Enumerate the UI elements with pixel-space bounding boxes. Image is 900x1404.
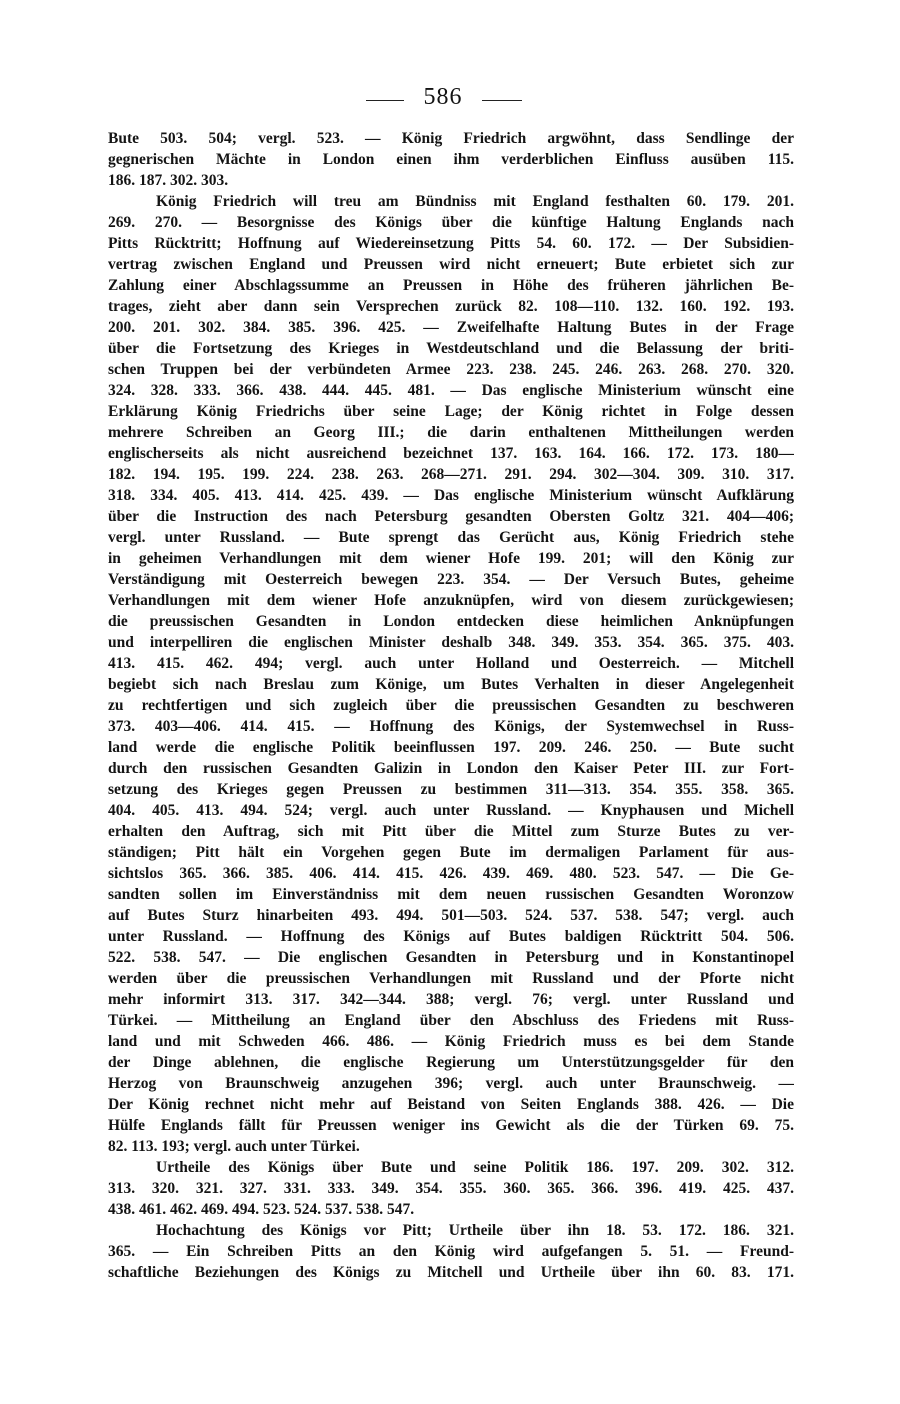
text-line: 186. 187. 302. 303. xyxy=(108,172,229,189)
text-line: Bute 503. 504; vergl. 523. — König Friedrich argwöhnt, dass Sendlinge der xyxy=(108,130,794,147)
text-line: Herzog von Braunschweig anzugehen 396; vergl. auch unter Braunschweig. — xyxy=(108,1075,794,1092)
header-rule-left xyxy=(366,100,404,101)
text-line: Pitts Rücktritt; Hoffnung auf Wiedereinsetzung Pitts 54. 60. 172. — Der Subsidien- xyxy=(108,235,794,252)
text-line: 373. 403—406. 414. 415. — Hoffnung des Königs, der Systemwechsel in Russ- xyxy=(108,718,794,735)
text-line: Verhandlungen mit dem wiener Hofe anzuknüpfen, wird von diesem zurückgewiesen; xyxy=(108,592,794,609)
text-line: mehrere Schreiben an Georg III.; die darin enthaltenen Mittheilungen werden xyxy=(108,424,794,441)
text-line: werden über die preussischen Verhandlungen mit Russland und der Pforte nicht xyxy=(108,970,794,987)
header-rule-right xyxy=(482,100,522,101)
index-text-block xyxy=(108,128,794,1283)
text-line: der Dinge ablehnen, die englische Regierung um Unterstützungsgelder für den xyxy=(108,1054,794,1071)
text-line: über die Instruction des nach Petersburg gesandten Obersten Goltz 321. 404—406; xyxy=(108,508,794,525)
text-line: 438. 461. 462. 469. 494. 523. 524. 537. 538. 547. xyxy=(108,1201,415,1218)
text-line: vertrag zwischen England und Preussen wird nicht erneuert; Bute erbietet sich zur xyxy=(108,256,794,273)
text-line: Türkei. — Mittheilung an England über den Abschluss des Friedens mit Russ- xyxy=(108,1012,794,1029)
text-line: und interpelliren die englischen Minister deshalb 348. 349. 353. 354. 365. 375. 403. xyxy=(108,634,794,651)
text-line: setzung des Krieges gegen Preussen zu bestimmen 311—313. 354. 355. 358. 365. xyxy=(108,781,794,798)
text-line: 269. 270. — Besorgnisse des Königs über die künftige Haltung Englands nach xyxy=(108,214,794,231)
text-line: 182. 194. 195. 199. 224. 238. 263. 268—271. 291. 294. 302—304. 309. 310. 317. xyxy=(108,466,794,483)
text-line: Urtheile des Königs über Bute und seine Politik 186. 197. 209. 302. 312. xyxy=(156,1159,794,1176)
text-line: auf Butes Sturz hinarbeiten 493. 494. 501—503. 524. 537. 538. 547; vergl. auch xyxy=(108,907,794,924)
text-line: 413. 415. 462. 494; vergl. auch unter Holland und Oesterreich. — Mitchell xyxy=(108,655,794,672)
text-line: 522. 538. 547. — Die englischen Gesandten in Petersburg und in Konstantinopel xyxy=(108,949,794,966)
text-line: ständigen; Pitt hält ein Vorgehen gegen Bute im dermaligen Parlament für aus- xyxy=(108,844,794,861)
text-line: 82. 113. 193; vergl. auch unter Türkei. xyxy=(108,1138,360,1155)
text-line: gegnerischen Mächte in London einen ihm verderblichen Einfluss ausüben 115. xyxy=(108,151,794,168)
text-line: Erklärung König Friedrichs über seine Lage; der König richtet in Folge dessen xyxy=(108,403,794,420)
text-line: 200. 201. 302. 384. 385. 396. 425. — Zweifelhafte Haltung Butes in der Frage xyxy=(108,319,794,336)
text-line: sandten sollen im Einverständniss mit dem neuen russischen Gesandten Woronzow xyxy=(108,886,794,903)
text-line: Der König rechnet nicht mehr auf Beistand von Seiten Englands 388. 426. — Die xyxy=(108,1096,794,1113)
text-line: begiebt sich nach Breslau zum Könige, um Butes Verhalten in dieser Angelegenheit xyxy=(108,676,794,693)
text-line: schaftliche Beziehungen des Königs zu Mitchell und Urtheile über ihn 60. 83. 171. xyxy=(108,1264,794,1281)
text-line: 318. 334. 405. 413. 414. 425. 439. — Das englische Ministerium wünscht Aufklärung xyxy=(108,487,794,504)
text-line: 313. 320. 321. 327. 331. 333. 349. 354. 355. 360. 365. 366. 396. 419. 425. 437. xyxy=(108,1180,794,1197)
text-line: englischerseits als nicht ausreichend bezeichnet 137. 163. 164. 166. 172. 173. 180— xyxy=(108,445,794,462)
text-line: sichtslos 365. 366. 385. 406. 414. 415. 426. 439. 469. 480. 523. 547. — Die Ge- xyxy=(108,865,794,882)
text-line: zu rechtfertigen und sich zugleich über die preussischen Gesandten zu beschweren xyxy=(108,697,794,714)
page-number: 586 xyxy=(423,84,463,110)
text-line: Zahlung einer Abschlagssumme an Preussen in Höhe des früheren jährlichen Be- xyxy=(108,277,794,294)
text-line: die preussischen Gesandten in London entdecken diese heimlichen Anknüpfungen xyxy=(108,613,794,630)
text-line: land werde die englische Politik beeinflussen 197. 209. 246. 250. — Bute sucht xyxy=(108,739,794,756)
text-line: Hochachtung des Königs vor Pitt; Urtheile über ihn 18. 53. 172. 186. 321. xyxy=(156,1222,794,1239)
text-line: schen Truppen bei der verbündeten Armee 223. 238. 245. 246. 263. 268. 270. 320. xyxy=(108,361,794,378)
text-line: in geheimen Verhandlungen mit dem wiener Hofe 199. 201; will den König zur xyxy=(108,550,794,567)
text-line: 324. 328. 333. 366. 438. 444. 445. 481. — Das englische Ministerium wünscht eine xyxy=(108,382,794,399)
text-line: 365. — Ein Schreiben Pitts an den König wird aufgefangen 5. 51. — Freund- xyxy=(108,1243,794,1260)
text-line: mehr informirt 313. 317. 342—344. 388; vergl. 76; vergl. unter Russland und xyxy=(108,991,794,1008)
text-line: trages, zieht aber dann sein Versprechen zurück 82. 108—110. 132. 160. 192. 193. xyxy=(108,298,794,315)
text-line: durch den russischen Gesandten Galizin in London den Kaiser Peter III. zur Fort- xyxy=(108,760,794,777)
text-line: König Friedrich will treu am Bündniss mit England festhalten 60. 179. 201. xyxy=(156,193,794,210)
text-line: vergl. unter Russland. — Bute sprengt das Gerücht aus, König Friedrich stehe xyxy=(108,529,794,546)
text-line: unter Russland. — Hoffnung des Königs auf Butes baldigen Rücktritt 504. 506. xyxy=(108,928,794,945)
text-line: Hülfe Englands fällt für Preussen weniger ins Gewicht als die der Türken 69. 75. xyxy=(108,1117,794,1134)
text-line: Verständigung mit Oesterreich bewegen 223. 354. — Der Versuch Butes, geheime xyxy=(108,571,794,588)
text-line: land und mit Schweden 466. 486. — König Friedrich muss es bei dem Stande xyxy=(108,1033,794,1050)
text-line: über die Fortsetzung des Krieges in Westdeutschland und die Belassung der briti- xyxy=(108,340,794,357)
text-line: erhalten den Auftrag, sich mit Pitt über die Mittel zum Sturze Butes zu ver- xyxy=(108,823,794,840)
text-line: 404. 405. 413. 494. 524; vergl. auch unter Russland. — Knyphausen und Michell xyxy=(108,802,794,819)
page-header xyxy=(0,84,900,114)
